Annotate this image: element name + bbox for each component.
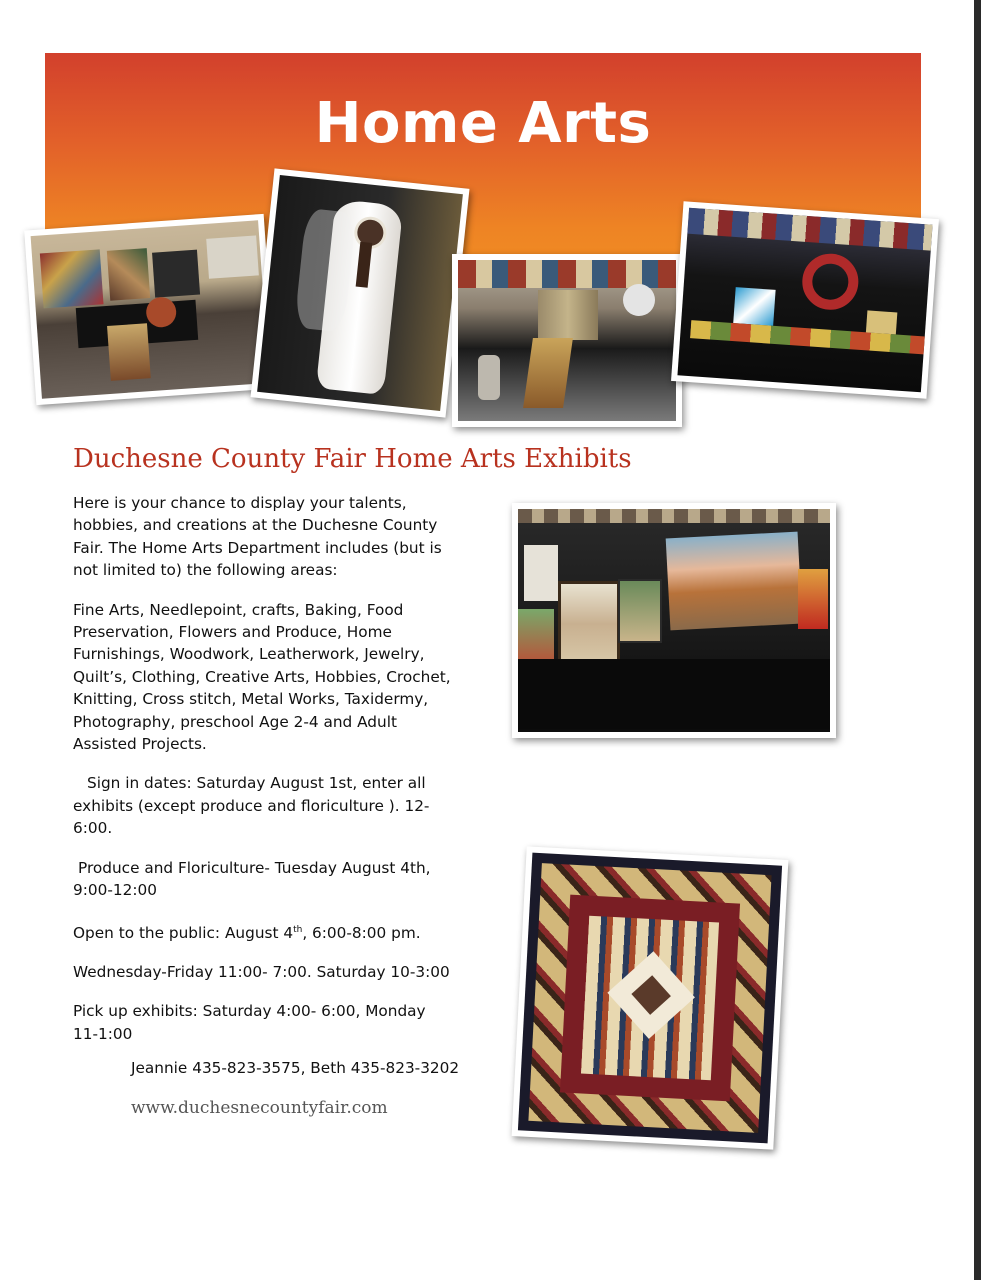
wedding-dress-photo xyxy=(251,168,470,417)
fine-arts-paintings-photo xyxy=(512,503,836,738)
section-heading: Duchesne County Fair Home Arts Exhibits xyxy=(73,444,632,474)
contacts: Jeannie 435-823-3575, Beth 435-823-3202 xyxy=(131,1059,460,1077)
page-title: Home Arts xyxy=(314,91,652,156)
open-paragraph xyxy=(73,919,453,945)
website-link[interactable]: www.duchesnecountyfair.com xyxy=(131,1098,388,1118)
sign-in-text: Sign in dates: Saturday August 1st, enter all exhibits (except produce and floriculture ). 12-6:00. xyxy=(73,774,430,838)
crafts-table-photo xyxy=(452,254,682,427)
sign-in-paragraph xyxy=(73,772,453,839)
body-text xyxy=(73,492,453,1062)
weekday-hours-paragraph: Wednesday-Friday 11:00- 7:00. Saturday 10-3:00 xyxy=(73,963,450,981)
open-prefix: Open to the public: August 4 xyxy=(73,923,294,942)
quilt-photo xyxy=(512,846,789,1149)
produce-text: Produce and Floriculture- Tuesday August 4th, 9:00-12:00 xyxy=(73,858,431,900)
intro-paragraph: Here is your chance to display your talents, hobbies, and creations at the Duchesne County Fair. The Home Arts Department includes (but is not limited to) the following areas: xyxy=(73,494,442,580)
produce-paragraph xyxy=(73,857,453,902)
quilts-wreath-photo xyxy=(671,201,939,398)
areas-paragraph: Fine Arts, Needlepoint, crafts, Baking, Food Preservation, Flowers and Produce, Home Furnishings, Woodwork, Leatherwork, Jewelry, Quilt’s, Clothing, Creative Arts, Hobbies, Crochet, Knitting, Cross stitch, Metal Works, Taxidermy, Photography, preschool Age 2-4 and Adult Assisted Projects. xyxy=(73,600,451,754)
pickup-paragraph: Pick up exhibits: Saturday 4:00- 6:00, Monday 11-1:00 xyxy=(73,1002,426,1043)
page-edge xyxy=(974,0,981,1280)
exhibit-hall-photo xyxy=(24,214,276,405)
open-superscript: th xyxy=(293,924,303,935)
open-suffix: , 6:00-8:00 pm. xyxy=(302,923,421,942)
